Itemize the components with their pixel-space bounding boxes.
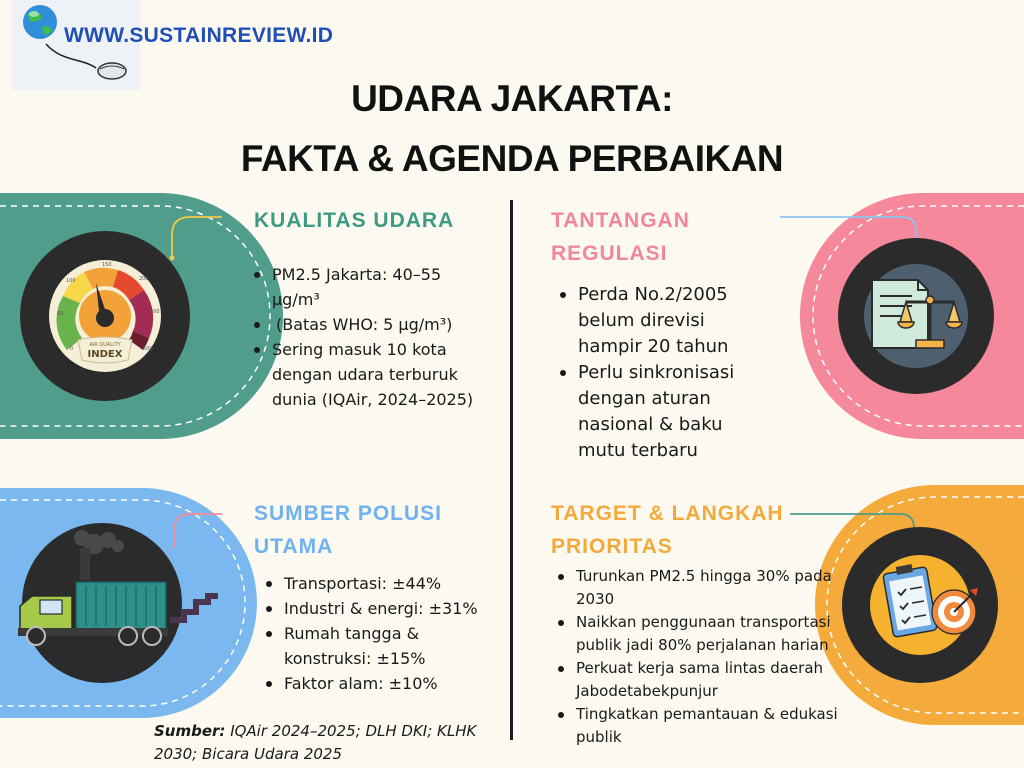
page-title-line2: FAKTA & AGENDA PERBAIKAN xyxy=(240,138,784,179)
gauge-label: 100 xyxy=(66,278,76,284)
gauge-label: 0 xyxy=(70,346,74,352)
tantangan-list xyxy=(556,282,766,464)
section-title-target xyxy=(551,497,784,563)
list-item: (Batas WHO: 5 µg/m³) xyxy=(250,312,490,337)
gauge-caption-bottom: INDEX xyxy=(87,349,123,360)
section-title-tantangan xyxy=(551,204,690,270)
center-divider xyxy=(510,200,513,740)
list-item: Industri & energi: ±31% xyxy=(262,596,494,621)
gauge-label: 300 xyxy=(150,309,160,315)
list-item: Naikkan penggunaan transportasi publik jadi 80% perjalanan harian xyxy=(554,611,870,657)
list-item: Perda No.2/2005 belum direvisi hampir 20 tahun xyxy=(556,282,766,360)
site-url[interactable]: WWW.SUSTAINREVIEW.ID xyxy=(64,24,334,47)
list-item: Perlu sinkronisasi dengan aturan nasional & baku mutu terbaru xyxy=(556,360,766,464)
source-note xyxy=(154,720,504,766)
list-item: Faktor alam: ±10% xyxy=(262,671,494,696)
source-label: Sumber: xyxy=(154,722,226,740)
sumber-list xyxy=(262,571,494,696)
air-quality-gauge-icon xyxy=(49,260,161,372)
list-item: Perkuat kerja sama lintas daerah Jabodetabekpunjur xyxy=(554,657,870,703)
page-title-line1: UDARA JAKARTA: xyxy=(351,78,673,119)
gauge-caption-top: AIR QUALITY xyxy=(89,342,121,348)
gauge-label: 50 xyxy=(57,311,64,317)
list-item: Rumah tangga & konstruksi: ±15% xyxy=(262,621,494,671)
section-title-sumber xyxy=(254,497,442,563)
list-item: Tingkatkan pemantauan & edukasi publik xyxy=(554,703,870,749)
source-text: IQAir 2024–2025; DLH DKI; KLHK 2030; Bicara Udara 2025 xyxy=(154,722,477,763)
section-title-line: REGULASI xyxy=(551,242,668,265)
gauge-label: 500 xyxy=(143,346,153,352)
section-title-line: PRIORITAS xyxy=(551,535,673,558)
target-list xyxy=(554,565,870,749)
section-title-line: TANTANGAN xyxy=(551,209,690,232)
list-item: PM2.5 Jakarta: 40–55 µg/m³ xyxy=(250,262,490,312)
list-item: Sering masuk 10 kota dengan udara terburuk dunia (IQAir, 2024–2025) xyxy=(250,337,490,412)
section-title-line: SUMBER POLUSI xyxy=(254,502,443,525)
list-item: Turunkan PM2.5 hingga 30% pada 2030 xyxy=(554,565,870,611)
list-item: Transportasi: ±44% xyxy=(262,571,494,596)
kualitas-list xyxy=(250,262,490,412)
gauge-label: 150 xyxy=(102,262,112,268)
section-title-kualitas: KUALITAS UDARA xyxy=(254,209,455,232)
regulation-scale-icon xyxy=(864,264,968,368)
section-title-line: TARGET & LANGKAH xyxy=(551,502,784,525)
section-title-line: UTAMA xyxy=(254,535,334,558)
gauge-label: 200 xyxy=(139,276,149,282)
